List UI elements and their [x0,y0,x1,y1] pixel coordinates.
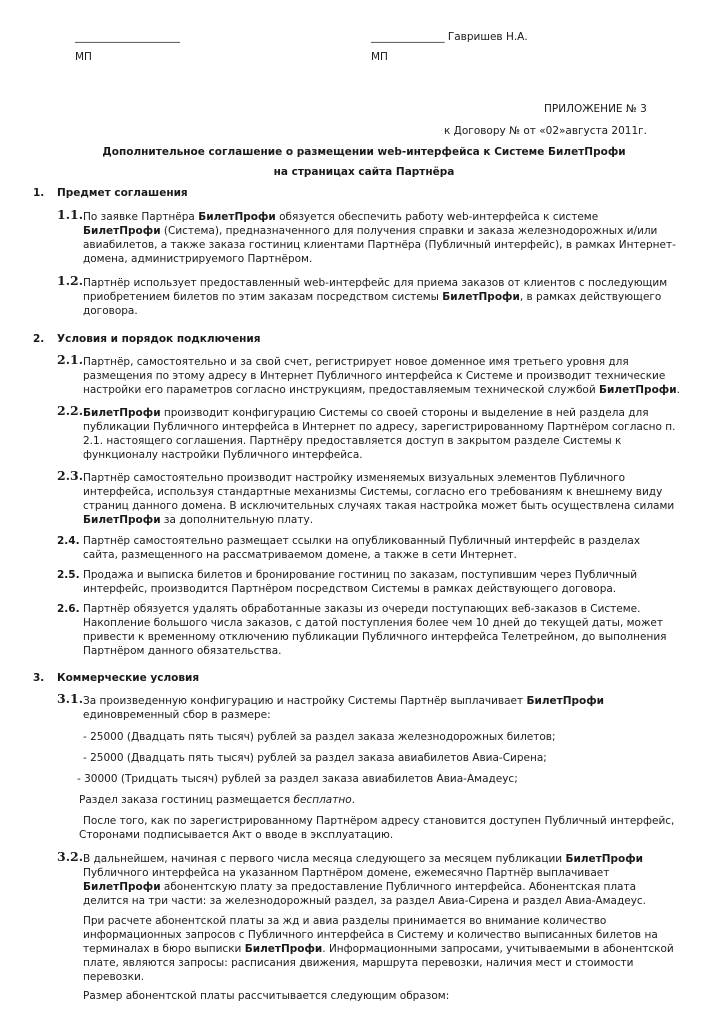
clause-3-1-number: 3.1. [57,691,84,706]
clause-3-1: За произведенную конфигурацию и настройку Системы Партнёр выплачивает БилетПрофи единовременный сбор в размере: [83,695,605,721]
section-3-title: Коммерческие условия [57,672,200,684]
document-title: Дополнительное соглашение о размещении web-интерфейса к Системе БилетПрофи [102,146,626,158]
clause-2-2: БилетПрофи производит конфигурацию Системы со своей стороны и выделение в ней раздела для публикации Публичного интерфейса в Интернет по адресу, зарегистрированному Партнёром согласно п. 2.1. настоящего соглашения. Партнёру предоставляется доступ в закрытом разделе Системы к функционалу настройки Публичного интерфейса. [83,407,676,461]
left-signature-line: ____________________ [75,31,180,43]
clause-3-2: В дальнейшем, начиная с первого числа месяца следующего за месяцем публикации БилетПрофи Публичного интерфейса на указанном Партнёром домене, ежемесячно Партнёр выплачивает БилетПрофи абонентскую плату за предоставление Публичного интерфейса. Абонентская плата делится на три части: за железнодорожный раздел, за раздел Авиа-Сирена и раздел Авиа-Амадеус. [83,853,647,907]
clause-2-6: Партнёр обязуется удалять обработанные заказы из очереди поступающих веб-заказов в Системе. Накопление большого числа заказов, с датой поступления более чем 10 дней до текущей даты, может привести к временному отключению публикации Публичного интерфейса Телетрейном, до выполнения Партнёром данного обязательства. [83,603,667,657]
clause-2-6-number: 2.6. [57,603,80,615]
section-1-number: 1. [33,187,45,199]
clause-1-1-number: 1.1. [57,207,84,222]
contract-reference: к Договору № от «02»августа 2011г. [444,125,648,137]
act-note-line-1: После того, как по зарегистрированному Партнёром адресу становится доступен Публичный интерфейс, [83,815,675,827]
fee-avia-amadeus: - 30000 (Тридцать тысяч) рублей за раздел заказа авиабилетов Авиа-Амадеус; [77,773,518,785]
clause-2-4: Партнёр самостоятельно размещает ссылки на опубликованный Публичный интерфейс в разделах сайта, размещенного на рассматриваемом домене, а также в сети Интернет. [83,535,641,561]
clause-2-3: Партнёр самостоятельно производит настройку изменяемых визуальных элементов Публичного интерфейса, используя стандартные механизмы Системы, согласно его требованиям к внешнему виду страниц данного домена. В исключительных случаях такая настройка может быть осуществлена силами БилетПрофи за дополнительную плату. [83,472,675,526]
clause-2-3-number: 2.3. [57,468,84,483]
clause-3-2-requests: При расчете абонентской платы за жд и авиа разделы принимается во внимание количество информационных запросов с Публичного интерфейса в Систему и количество выписанных билетов на терминалах в бюро выписки БилетПрофи. Информационными запросами, учитываемыми в абонентской плате, являются запросы: расписания движения, маршрута перевозки, наличия мест и стоимости перевозки. [83,915,674,983]
section-2-title: Условия и порядок подключения [57,333,261,345]
left-stamp-label: МП [75,51,92,63]
clause-1-1: По заявке Партнёра БилетПрофи обязуется обеспечить работу web-интерфейса к системе БилетПрофи (Система), предназначенного для получения справки и заказа железнодорожных и/или авиабилетов, а также заказа гостиниц клиентами Партнёра (Публичный интерфейс), в рамках Интернет- домена, администрируемого Партнёром. [83,211,676,265]
fee-calculation-intro: Размер абонентской платы рассчитывается следующим образом: [83,990,450,1002]
clause-3-2-number: 3.2. [57,849,84,864]
right-stamp-label: МП [371,51,388,63]
hotel-section-note: Раздел заказа гостиниц размещается бесплатно. [79,794,355,806]
clause-2-1: Партнёр, самостоятельно и за свой счет, регистрирует новое доменное имя третьего уровня для размещения по этому адресу в Интернет Публичного интерфейса к Системе и производит технические настройки его параметров согласно инструкциям, предоставляемым технической службой БилетПрофи. [83,356,680,396]
document-subtitle: на страницах сайта Партнёра [273,166,455,178]
fee-avia-sirena: - 25000 (Двадцать пять тысяч) рублей за раздел заказа авиабилетов Авиа-Сирена; [83,752,547,764]
clause-1-2-number: 1.2. [57,273,84,288]
clause-2-5: Продажа и выписка билетов и бронирование гостиниц по заказам, поступившим через Публичный интерфейс, производится Партнёром посредством Системы в рамках действующего договора. [83,569,638,595]
section-3-number: 3. [33,672,45,684]
section-1-title: Предмет соглашения [57,187,188,199]
appendix-label: ПРИЛОЖЕНИЕ № 3 [544,103,647,115]
section-2-number: 2. [33,333,45,345]
right-signature-line: ______________ Гавришев Н.А. [371,31,528,43]
clause-2-1-number: 2.1. [57,352,84,367]
clause-2-2-number: 2.2. [57,403,84,418]
clause-2-4-number: 2.4. [57,535,80,547]
fee-railway: - 25000 (Двадцать пять тысяч) рублей за раздел заказа железнодорожных билетов; [83,731,556,743]
act-note-line-2: Сторонами подписывается Акт о вводе в эксплуатацию. [79,829,394,841]
clause-2-5-number: 2.5. [57,569,80,581]
clause-1-2: Партнёр использует предоставленный web-интерфейс для приема заказов от клиентов с последующим приобретением билетов по этим заказам посредством системы БилетПрофи, в рамках действующего договора. [83,277,668,317]
